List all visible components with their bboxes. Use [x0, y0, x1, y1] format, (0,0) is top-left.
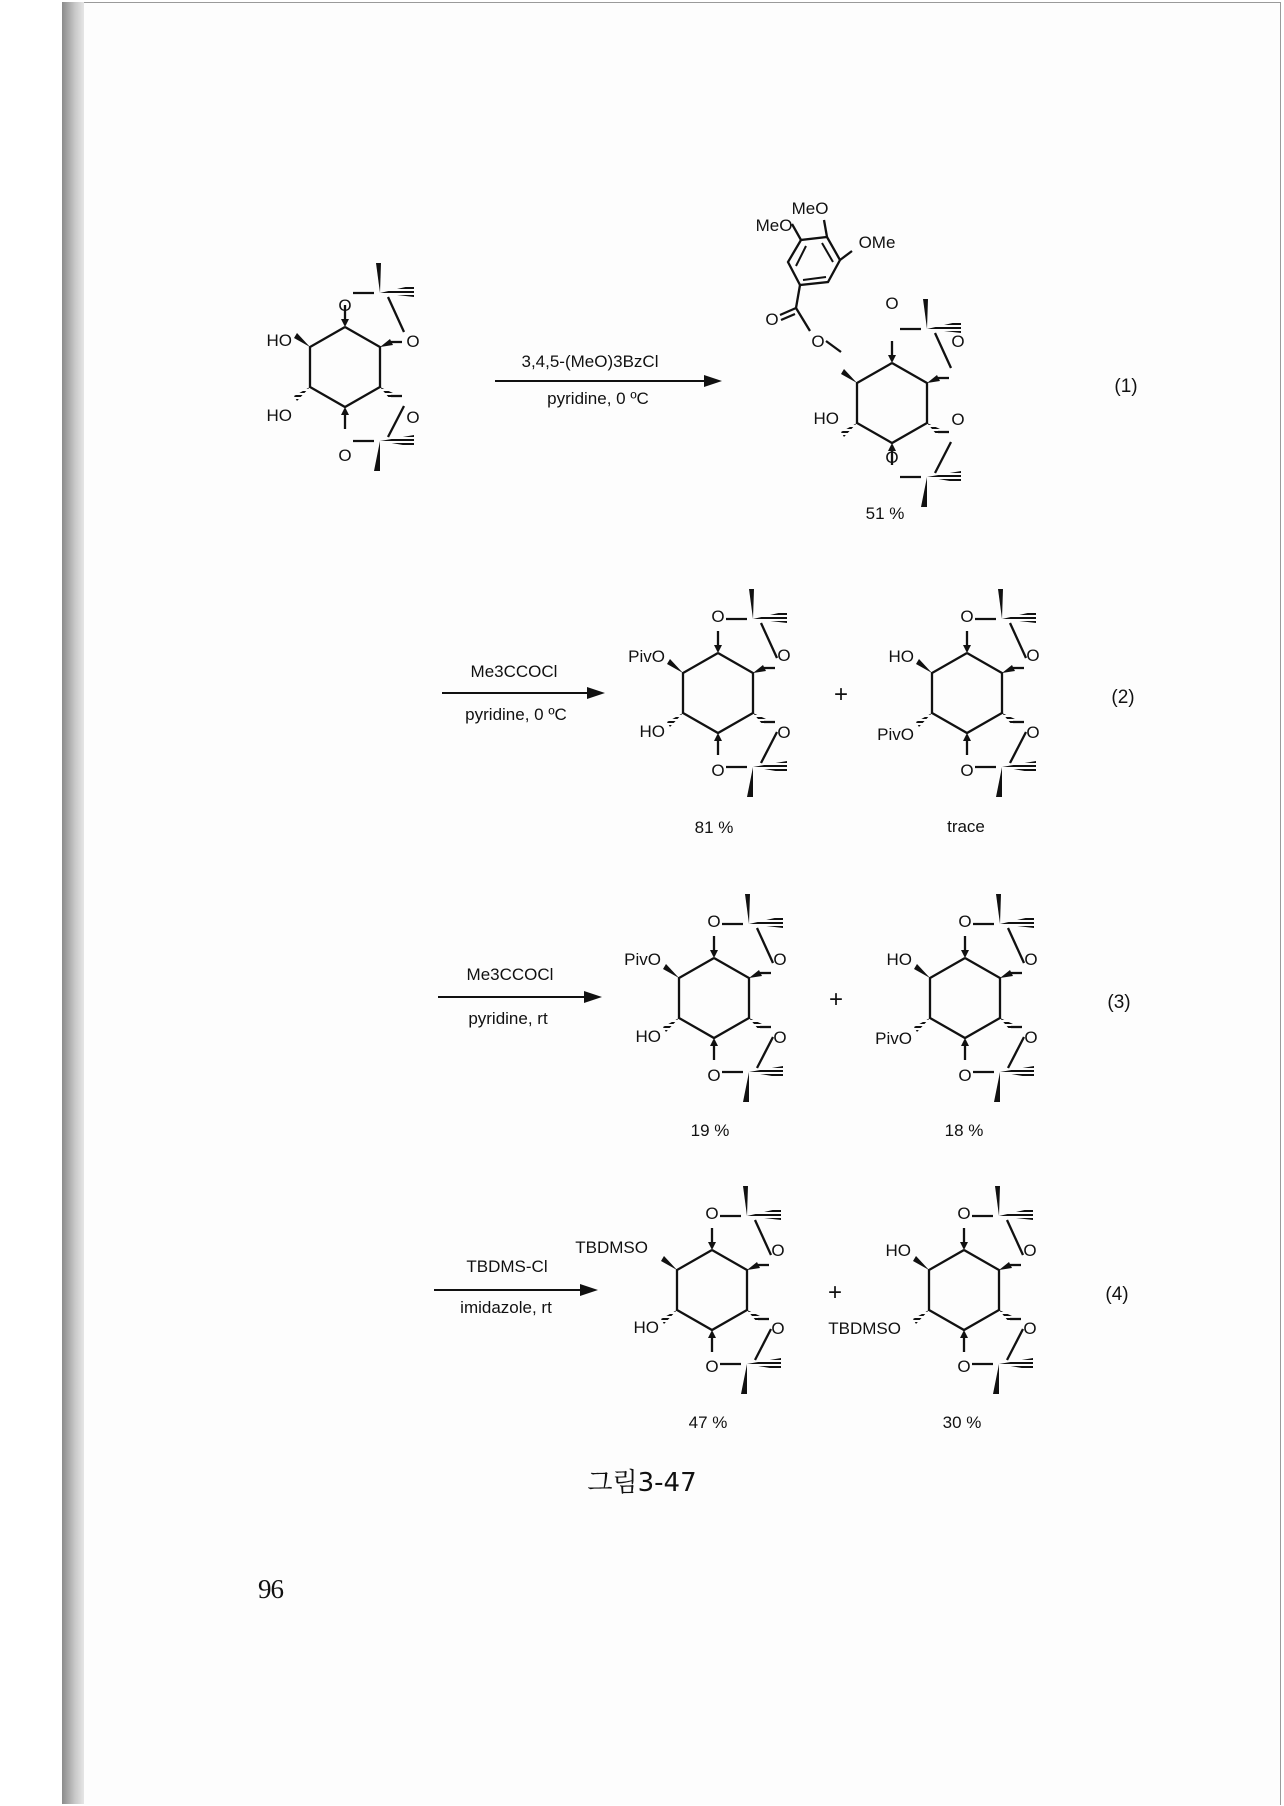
ring-oxygen-label: O	[960, 761, 974, 780]
conditions-label: pyridine, 0 ºC	[547, 389, 649, 408]
reaction-arrow	[442, 687, 605, 699]
ester-oxygen-label: O	[811, 332, 825, 351]
plus-sign: +	[827, 1279, 843, 1306]
ring-oxygen-label: O	[338, 446, 352, 465]
product-molecule	[756, 199, 965, 507]
equation-number: (2)	[1111, 687, 1135, 708]
reagent-label: 3,4,5-(MeO)3BzCl	[521, 352, 659, 371]
substituent-label: PivO	[628, 647, 665, 666]
reaction-arrow	[434, 1284, 598, 1296]
product-molecule	[875, 894, 1037, 1102]
ring-oxygen-label: O	[705, 1204, 719, 1223]
ring-oxygen-label: O	[711, 761, 725, 780]
ring-oxygen-label: O	[773, 950, 787, 969]
equation-number: (1)	[1114, 376, 1138, 397]
ring-oxygen-label: O	[711, 607, 725, 626]
methoxy-label: MeO	[791, 199, 829, 218]
ring-oxygen-label: O	[960, 607, 974, 626]
methoxy-label: MeO	[755, 216, 793, 235]
hydroxyl-label: HO	[639, 722, 665, 741]
conditions-label: pyridine, rt	[468, 1009, 548, 1028]
product-molecule	[624, 894, 786, 1102]
yield-label: 47 %	[688, 1413, 728, 1432]
ring-oxygen-label: O	[1024, 1028, 1038, 1047]
substituent-label: TBDMSO	[828, 1319, 901, 1338]
ring-oxygen-label: O	[771, 1319, 785, 1338]
product-molecule	[575, 1186, 784, 1394]
ring-oxygen-label: O	[707, 912, 721, 931]
ring-oxygen-label: O	[957, 1357, 971, 1376]
product-molecule	[828, 1186, 1036, 1394]
substituent-label: PivO	[877, 725, 914, 744]
yield-label: 19 %	[690, 1121, 730, 1140]
yield-label: trace	[947, 817, 985, 836]
conditions-label: imidazole, rt	[460, 1298, 552, 1317]
hydroxyl-label: HO	[888, 647, 914, 666]
equation-number: (3)	[1107, 992, 1131, 1013]
reagent-label: TBDMS-Cl	[466, 1257, 548, 1276]
ring-oxygen-label: O	[1024, 950, 1038, 969]
ring-oxygen-label: O	[777, 646, 791, 665]
ring-oxygen-label: O	[951, 410, 965, 429]
reaction-arrow	[438, 991, 602, 1003]
starting-material	[267, 263, 420, 471]
product-molecule	[628, 589, 790, 797]
plus-sign: +	[828, 986, 844, 1013]
hydroxyl-label: HO	[885, 1241, 911, 1260]
hydroxyl-label: HO	[633, 1318, 659, 1337]
hydroxyl-label: HO	[266, 406, 292, 425]
hydroxyl-label: HO	[266, 331, 292, 350]
yield-label: 51 %	[865, 504, 905, 523]
ring-oxygen-label: O	[1023, 1241, 1037, 1260]
ring-oxygen-label: O	[705, 1357, 719, 1376]
ring-oxygen-label: O	[951, 332, 965, 351]
ring-oxygen-label: O	[957, 1204, 971, 1223]
ring-oxygen-label: O	[771, 1241, 785, 1260]
substituent-label: PivO	[624, 950, 661, 969]
ring-oxygen-label: O	[1023, 1319, 1037, 1338]
yield-label: 18 %	[944, 1121, 984, 1140]
ring-oxygen-label: O	[777, 723, 791, 742]
substituent-label: TBDMSO	[575, 1238, 648, 1257]
ring-oxygen-label: O	[1026, 723, 1040, 742]
ring-oxygen-label: O	[707, 1066, 721, 1085]
ring-oxygen-label: O	[773, 1028, 787, 1047]
hydroxyl-label: HO	[886, 950, 912, 969]
ring-oxygen-label: O	[958, 1066, 972, 1085]
figure-caption: 그림3-47	[587, 1468, 697, 1498]
carbonyl-oxygen-label: O	[765, 310, 779, 329]
conditions-label: pyridine, 0 ºC	[465, 705, 567, 724]
reaction-arrow	[495, 375, 722, 387]
product-molecule	[877, 589, 1039, 797]
equation-number: (4)	[1105, 1284, 1129, 1305]
substituent-label: PivO	[875, 1029, 912, 1048]
hydroxyl-label: HO	[813, 409, 839, 428]
yield-label: 81 %	[694, 818, 734, 837]
hydroxyl-label: HO	[635, 1027, 661, 1046]
ring-oxygen-label: O	[406, 332, 420, 351]
yield-label: 30 %	[942, 1413, 982, 1432]
ring-oxygen-label: O	[1026, 646, 1040, 665]
methoxy-label: OMe	[858, 233, 896, 252]
page-number: 96	[258, 1574, 283, 1604]
ring-oxygen-label: O	[958, 912, 972, 931]
reagent-label: Me3CCOCl	[466, 965, 554, 984]
ring-oxygen-label: O	[338, 296, 352, 315]
ring-oxygen-label: O	[885, 448, 899, 467]
ring-oxygen-label: O	[885, 294, 899, 313]
reagent-label: Me3CCOCl	[470, 662, 558, 681]
plus-sign: +	[833, 681, 849, 708]
ring-oxygen-label: O	[406, 408, 420, 427]
